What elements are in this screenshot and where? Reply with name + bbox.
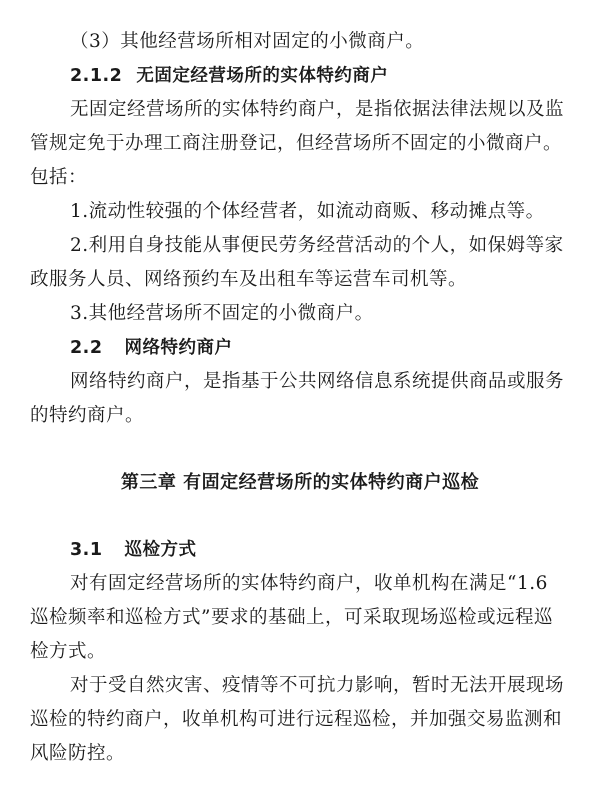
paragraph-line: 对于受自然灾害、疫情等不可抗力影响，暂时无法开展现场 xyxy=(70,675,565,696)
section-2-2-heading xyxy=(70,336,570,360)
paragraph-line: 的特约商户。 xyxy=(30,405,145,426)
paragraph-line: 网络特约商户，是指基于公共网络信息系统提供商品或服务 xyxy=(70,371,565,392)
section-number: 2.1.2 xyxy=(70,66,123,86)
list-item-continuation: 政服务人员、网络预约车及出租车等运营车司机等。 xyxy=(30,269,468,290)
paragraph-line: 巡检频率和巡检方式”要求的基础上，可采取现场巡检或远程巡 xyxy=(30,607,553,628)
paragraph-line: 包括： xyxy=(30,167,88,188)
paragraph-line: 对有固定经营场所的实体特约商户，收单机构在满足“1.6 xyxy=(70,573,548,594)
paragraph-line: 管规定免于办理工商注册登记，但经营场所不固定的小微商户。 xyxy=(30,133,563,154)
paragraph-line: 巡检的特约商户，收单机构可进行远程巡检，并加强交易监测和 xyxy=(30,709,563,730)
section-title: 巡检方式 xyxy=(124,540,197,560)
chapter-title: 第三章 有固定经营场所的实体特约商户巡检 xyxy=(120,472,480,493)
list-item: 2.利用自身技能从事便民劳务经营活动的个人，如保姆等家 xyxy=(70,235,564,256)
section-number: 2.2 xyxy=(70,338,103,358)
section-title: 无固定经营场所的实体特约商户 xyxy=(136,66,389,86)
section-3-1-heading xyxy=(70,538,570,562)
list-item: 1.流动性较强的个体经营者，如流动商贩、移动摊点等。 xyxy=(70,201,545,222)
paragraph-line: 无固定经营场所的实体特约商户，是指依据法律法规以及监 xyxy=(70,99,565,120)
section-title: 网络特约商户 xyxy=(124,338,233,358)
paragraph-line: 检方式。 xyxy=(30,641,107,662)
paragraph-line: 风险防控。 xyxy=(30,743,126,764)
list-item: 3.其他经营场所不固定的小微商户。 xyxy=(70,303,374,324)
section-number: 3.1 xyxy=(70,540,103,560)
item-3-text: （3）其他经营场所相对固定的小微商户。 xyxy=(70,31,425,52)
section-2-1-2-heading xyxy=(70,64,570,88)
